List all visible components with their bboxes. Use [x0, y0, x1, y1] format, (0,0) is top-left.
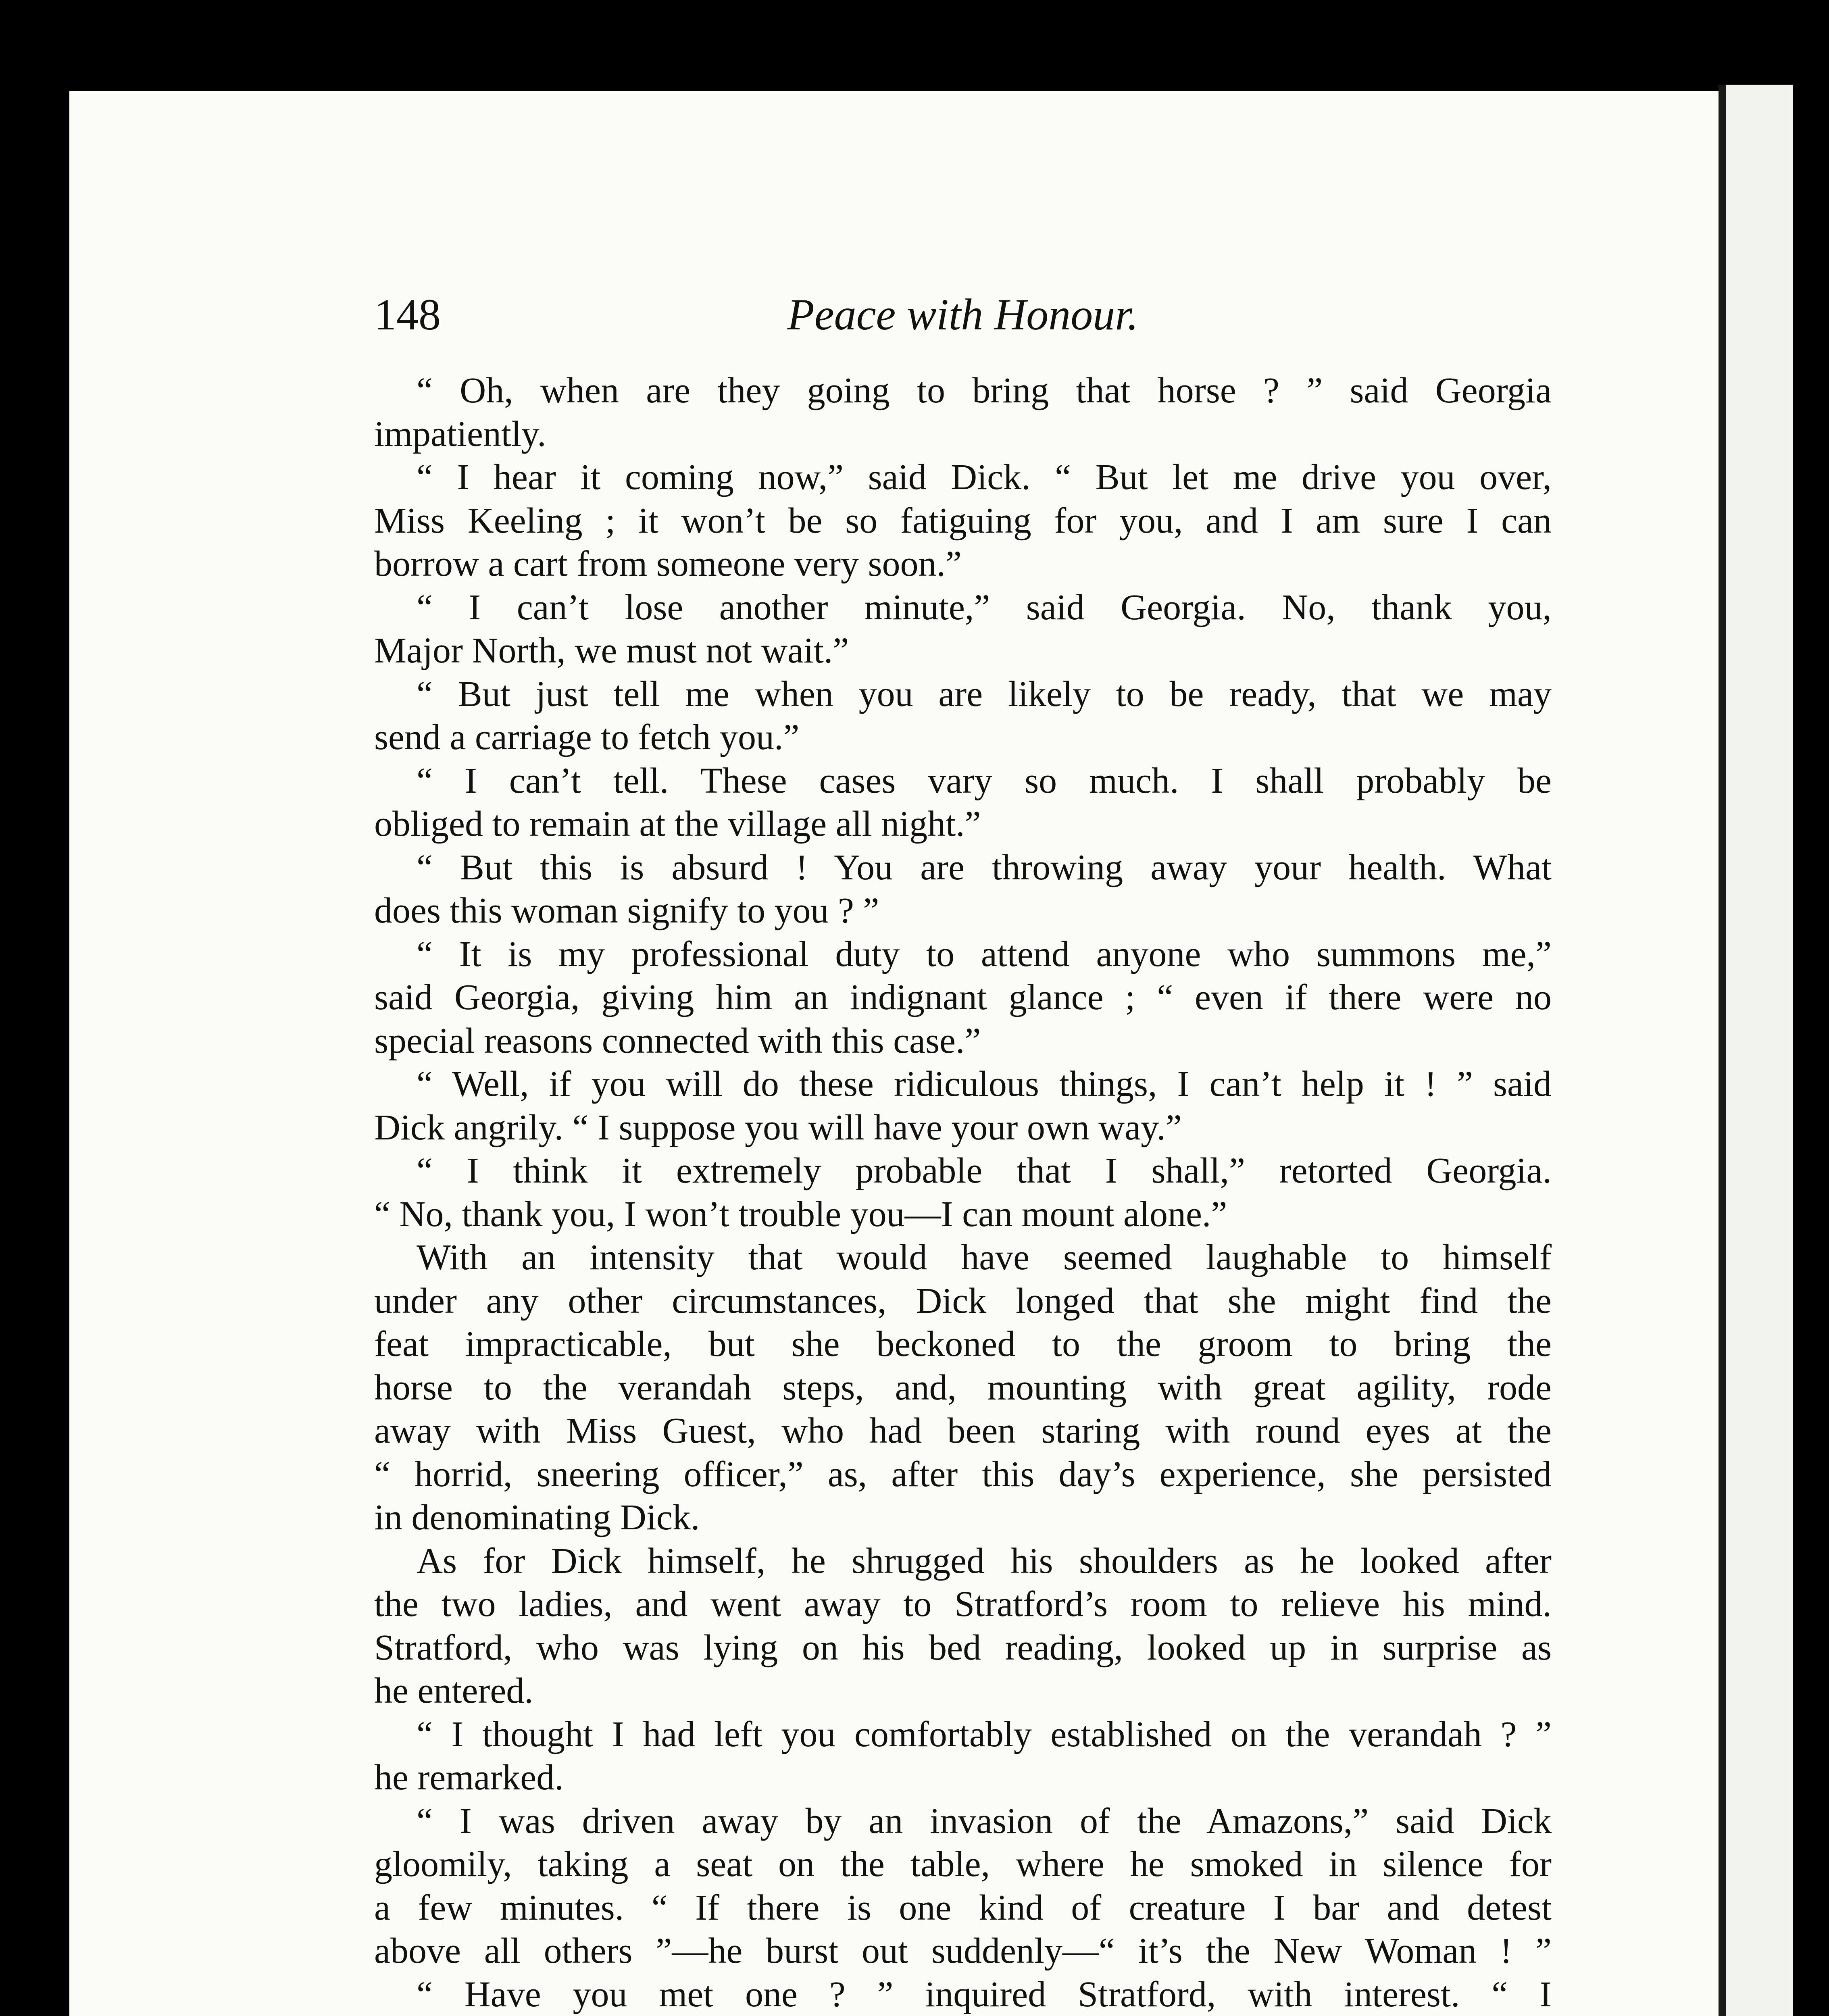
text-line: “ horrid, sneering officer,” as, after this day’s experience, she persisted	[374, 1454, 1552, 1494]
page-number: 148	[374, 290, 441, 339]
running-title: Peace with Honour.	[787, 290, 1139, 339]
text-line: “ I was driven away by an invasion of the Amazons,” said Dick	[417, 1801, 1552, 1841]
text-line: impatiently.	[374, 414, 546, 454]
text-line: Major North, we must not wait.”	[374, 631, 849, 671]
text-line: in denominating Dick.	[374, 1497, 700, 1537]
text-line: he entered.	[374, 1671, 533, 1711]
text-line: “ I think it extremely probable that I shall,” retorted Georgia.	[417, 1151, 1552, 1191]
text-line: Miss Keeling ; it won’t be so fatiguing for you, and I am sure I can	[374, 500, 1552, 541]
text-line: obliged to remain at the village all night.”	[374, 804, 981, 844]
text-line: does this woman signify to you ? ”	[374, 891, 879, 931]
text-line: “ It is my professional duty to attend anyone who summons me,”	[417, 934, 1552, 974]
text-line: he remarked.	[374, 1758, 564, 1797]
text-line: “ Have you met one ? ” inquired Stratford, with interest. “ I	[417, 1974, 1552, 2014]
text-line: With an intensity that would have seemed laughable to himself	[417, 1237, 1552, 1277]
facing-page-edge	[1719, 85, 1793, 2016]
running-head	[374, 282, 1552, 347]
text-line: special reasons connected with this case.”	[374, 1020, 981, 1061]
text-line: “ But just tell me when you are likely to be ready, that we may	[417, 674, 1552, 714]
text-line: “ Oh, when are they going to bring that horse ? ” said Georgia	[417, 371, 1552, 410]
text-line: horse to the verandah steps, and, mounting with great agility, rode	[374, 1367, 1552, 1408]
text-line: borrow a cart from someone very soon.”	[374, 544, 962, 584]
text-line: under any other circumstances, Dick longed that she might find the	[374, 1281, 1552, 1321]
text-line: away with Miss Guest, who had been staring with round eyes at the	[374, 1411, 1552, 1451]
text-line: the two ladies, and went away to Stratford’s room to relieve his mind.	[374, 1584, 1552, 1624]
text-line: feat impracticable, but she beckoned to the groom to bring the	[374, 1324, 1552, 1364]
text-line: send a carriage to fetch you.”	[374, 717, 800, 757]
text-line: As for Dick himself, he shrugged his shoulders as he looked after	[417, 1541, 1552, 1581]
text-line: “ I can’t tell. These cases vary so much. I shall probably be	[417, 760, 1552, 801]
text-line: “ I hear it coming now,” said Dick. “ But let me drive you over,	[417, 457, 1552, 497]
text-line: Dick angrily. “ I suppose you will have your own way.”	[374, 1107, 1182, 1148]
text-line: “ No, thank you, I won’t trouble you—I can mount alone.”	[374, 1194, 1227, 1234]
text-line: said Georgia, giving him an indignant glance ; “ even if there were no	[374, 977, 1552, 1017]
text-line: a few minutes. “ If there is one kind of creature I bar and detest	[374, 1887, 1552, 1928]
text-line: “ But this is absurd ! You are throwing away your health. What	[417, 847, 1552, 887]
body-text	[374, 369, 1552, 2016]
text-line: “ Well, if you will do these ridiculous things, I can’t help it ! ” said	[417, 1064, 1552, 1104]
text-line: above all others ”—he burst out suddenly—“ it’s the New Woman ! ”	[374, 1931, 1552, 1971]
text-line: “ I thought I had left you comfortably established on the verandah ? ”	[417, 1714, 1552, 1754]
text-line: Stratford, who was lying on his bed reading, looked up in surprise as	[374, 1627, 1552, 1668]
text-line: “ I can’t lose another minute,” said Georgia. No, thank you,	[417, 587, 1552, 627]
text-line: gloomily, taking a seat on the table, where he smoked in silence for	[374, 1844, 1552, 1884]
